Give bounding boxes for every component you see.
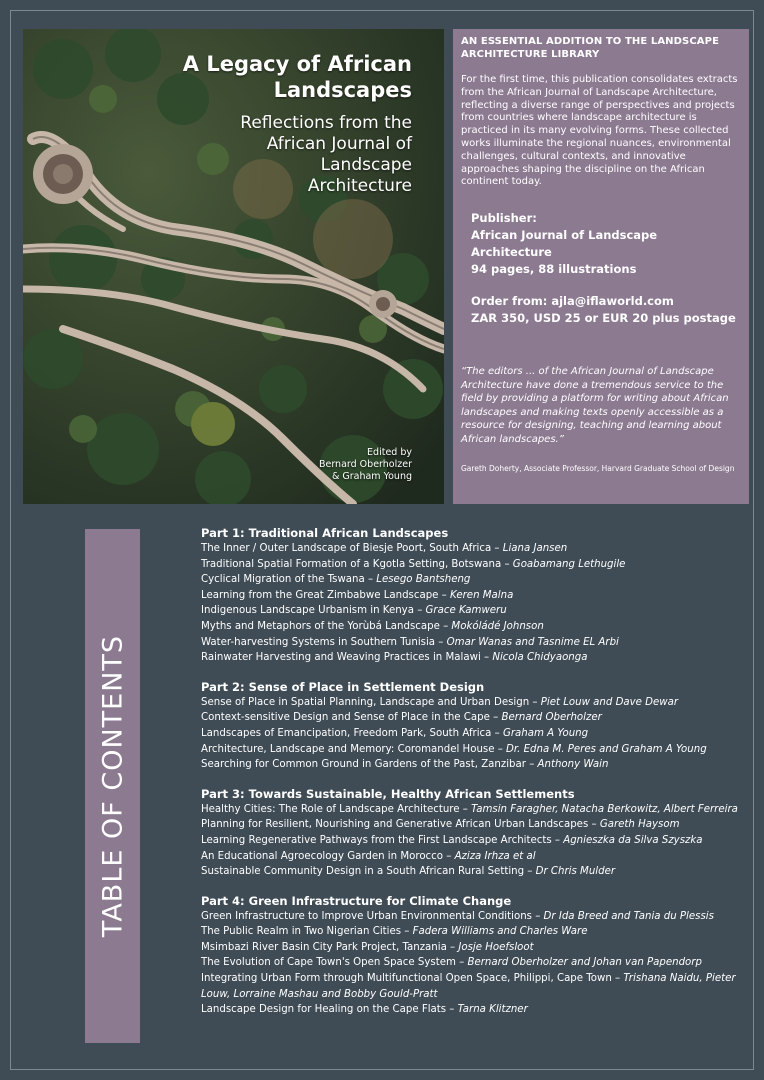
info-heading: AN ESSENTIAL ADDITION TO THE LANDSCAPE ARCHITECTURE LIBRARY: [461, 36, 719, 60]
toc-item-title: Rainwater Harvesting and Weaving Practices in Malawi –: [201, 652, 493, 664]
toc-item-author: Anthony Wain: [537, 759, 609, 771]
toc-part-title: Part 4: Green Infrastructure for Climate Change: [201, 893, 512, 908]
toc-item-author: Mokóládé Johnson: [451, 620, 544, 632]
toc-item: [201, 726, 746, 742]
toc-item-title: Searching for Common Ground in Gardens of the Past, Zanzibar –: [201, 759, 538, 771]
toc-item-title: Landscape Design for Healing on the Cape Flats –: [201, 1004, 458, 1016]
toc-part: [201, 679, 746, 773]
order-email[interactable]: Order from: ajla@iflaworld.com: [471, 294, 674, 309]
toc-part: [201, 893, 746, 1018]
toc-item-author: Aziza Irhza et al: [454, 850, 536, 862]
toc-item-author: Trishana Naidu, Pieter Louw, Lorraine Mashau and Bobby Gould-Pratt: [201, 973, 736, 1000]
toc-label: TABLE OF CONTENTS: [97, 634, 128, 938]
toc-item-author: Tamsin Faragher, Natacha Berkowitz, Albert Ferreira: [471, 803, 738, 815]
toc-item: [201, 742, 746, 758]
toc-item: [201, 849, 746, 865]
toc-item-title: Learning from the Great Zimbabwe Landscape –: [201, 589, 451, 601]
toc-item-title: The Public Realm in Two Nigerian Cities –: [201, 926, 413, 938]
info-panel: [453, 29, 749, 504]
order-block: Order from: ajla@iflaworld.com ZAR 350, USD 25 or EUR 20 plus postage: [461, 293, 741, 327]
toc-item-title: Indigenous Landscape Urbanism in Kenya –: [201, 605, 426, 617]
toc-item-title: Healthy Cities: The Role of Landscape Architecture –: [201, 803, 472, 815]
toc-item-author: Agnieszka da Silva Szyszka: [563, 834, 703, 846]
toc-item-title: An Educational Agroecology Garden in Morocco –: [201, 850, 455, 862]
toc-item-title: Context-sensitive Design and Sense of Place in the Cape –: [201, 712, 502, 724]
cover-title: A Legacy of African Landscapes: [182, 52, 412, 102]
info-description: For the first time, this publication consolidates extracts from the African Journal of Landscape Architecture, reflecting a diverse range of perspectives and projects from countries where landscape architecture is practiced in its many evolving forms. These collected works illuminate the regional nuances, environmental challenges, cultural contexts, and innovative approaches shaping the discipline on the African continent today.: [461, 74, 738, 188]
toc-part-title: Part 1: Traditional African Landscapes: [201, 526, 449, 540]
toc-item-author: Nicola Chidyaonga: [492, 652, 588, 664]
toc-label-tab: [85, 529, 140, 1043]
quote-attribution: Gareth Doherty, Associate Professor, Harvard Graduate School of Design: [461, 464, 735, 474]
toc-item: [201, 650, 746, 666]
toc-item: [201, 757, 746, 773]
toc-item: [201, 541, 746, 557]
toc-item-title: Green Infrastructure to Improve Urban Environmental Conditions –: [201, 910, 544, 922]
toc-item-author: Dr. Edna M. Peres and Graham A Young: [506, 743, 707, 755]
toc-item-title: Myths and Metaphors of the Yorùbá Landscape –: [201, 620, 452, 632]
toc-item-author: Goabamang Lethugile: [512, 558, 626, 570]
toc-item-author: Omar Wanas and Tasnime EL Arbi: [446, 636, 619, 648]
toc-item-author: Lesego Bantsheng: [376, 574, 471, 586]
toc-item: [201, 955, 746, 971]
toc-item: [201, 695, 746, 711]
toc-item: [201, 864, 746, 880]
toc-item-title: Learning Regenerative Pathways from the First Landscape Architects –: [201, 834, 564, 846]
toc-item-title: Traditional Spatial Formation of a Kgotla Setting, Botswana –: [201, 558, 513, 570]
toc-part: [201, 525, 746, 666]
toc-item-author: Dr Chris Mulder: [535, 866, 616, 878]
toc-item-title: Planning for Resilient, Nourishing and Generative African Urban Landscapes –: [201, 819, 600, 831]
toc-item-author: Keren Malna: [450, 589, 514, 601]
toc-item: [201, 1002, 746, 1018]
testimonial-quote: “The editors ... of the African Journal of Landscape Architecture have done a tremendous service to the field by providing a platform for writing about African landscapes and making texts openly accessible as a resource for designing, teaching and learning about African landscapes.”: [461, 366, 729, 445]
toc-item: [201, 603, 746, 619]
toc-item-author: Gareth Haysom: [599, 819, 680, 831]
toc-item-author: Josje Hoefsloot: [458, 941, 534, 953]
toc-item-title: Sustainable Community Design in a South African Rural Setting –: [201, 866, 536, 878]
toc-item: [201, 588, 746, 604]
toc-item: [201, 833, 746, 849]
publisher-block: Publisher: African Journal of Landscape Architecture 94 pages, 88 illustrations: [471, 211, 658, 277]
cover-subtitle: Reflections from the African Journal of Landscape Architecture: [240, 113, 412, 196]
toc-item-author: Grace Kamweru: [425, 605, 507, 617]
toc-part-title: Part 3: Towards Sustainable, Healthy African Settlements: [201, 786, 575, 801]
toc-item: [201, 710, 746, 726]
toc-item-author: Liana Jansen: [502, 543, 568, 554]
toc-item-author: Piet Louw and Dave Dewar: [540, 696, 679, 708]
cover-editors: Edited by Bernard Oberholzer & Graham Young: [318, 447, 412, 482]
toc-item: [201, 909, 746, 925]
toc-item-title: Integrating Urban Form through Multifunctional Open Space, Philippi, Cape Town –: [201, 973, 624, 985]
toc-item-title: Water-harvesting Systems in Southern Tunisia –: [201, 636, 447, 648]
toc-item-author: Dr Ida Breed and Tania du Plessis: [543, 910, 714, 922]
toc-part: [201, 786, 746, 880]
toc-item: [201, 802, 746, 818]
toc-item: [201, 635, 746, 651]
toc-item: [201, 924, 746, 940]
toc-item-author: Graham A Young: [502, 727, 589, 739]
toc-item-title: The Inner / Outer Landscape of Biesje Poort, South Africa –: [201, 543, 503, 554]
toc-item-title: The Evolution of Cape Town's Open Space System –: [201, 957, 468, 969]
toc-item-author: Bernard Oberholzer: [501, 712, 602, 724]
toc-item: [201, 619, 746, 635]
toc-item-author: Bernard Oberholzer and Johan van Papendorp: [467, 957, 702, 969]
toc-item-title: Sense of Place in Spatial Planning, Landscape and Urban Design –: [201, 696, 541, 708]
toc-item-title: Architecture, Landscape and Memory: Coromandel House –: [201, 743, 507, 755]
toc-item-author: Fadera Williams and Charles Ware: [412, 926, 588, 938]
toc-item-author: Tarna Klitzner: [457, 1004, 528, 1016]
toc-item-title: Landscapes of Emancipation, Freedom Park, South Africa –: [201, 727, 503, 739]
toc-item: [201, 940, 746, 956]
book-cover: [23, 29, 444, 504]
toc-part-title: Part 2: Sense of Place in Settlement Design: [201, 679, 485, 694]
toc-item: [201, 557, 746, 573]
toc-item: [201, 572, 746, 588]
toc-item: [201, 971, 746, 1002]
toc-item: [201, 817, 746, 833]
toc-item-title: Cyclical Migration of the Tswana –: [201, 574, 377, 586]
toc-item-title: Msimbazi River Basin City Park Project, Tanzania –: [201, 941, 459, 953]
table-of-contents: [201, 525, 746, 1031]
